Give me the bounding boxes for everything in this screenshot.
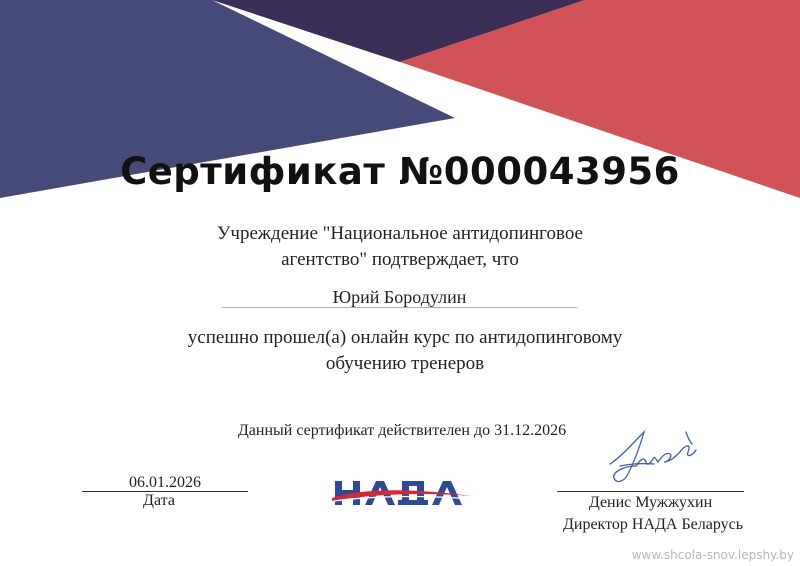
nada-logo — [332, 474, 474, 508]
signature-underline — [557, 491, 744, 492]
course-line-1: успешно прошел(а) онлайн курс по антидопинговому — [187, 327, 623, 348]
recipient-name: Юрий Бородулин — [332, 287, 467, 307]
intro-text — [150, 221, 650, 273]
recipient-underline — [222, 307, 577, 308]
course-line-2: обучению тренеров — [325, 353, 485, 374]
signer-title: Директор НАДА Беларусь — [562, 516, 744, 533]
signer-name: Денис Мужжухин — [588, 494, 713, 511]
watermark-text: www.shcola-snov.lepshy.by — [631, 548, 794, 562]
course-text — [150, 325, 660, 377]
date-label: Дата — [143, 492, 175, 509]
validity-text: Данный сертификат действителен до 31.12.2026 — [237, 422, 567, 439]
intro-line-1: Учреждение "Национальное антидопинговое — [216, 223, 583, 244]
certificate-title: Сертификат №000043956 — [120, 150, 680, 193]
issue-date: 06.01.2026 — [129, 474, 201, 491]
signature-image — [600, 426, 710, 488]
intro-line-2: агентство" подтверждает, что — [281, 249, 519, 270]
